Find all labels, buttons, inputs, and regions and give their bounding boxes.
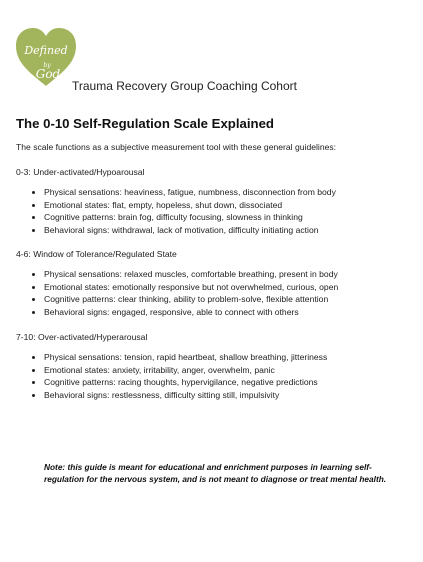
- section-heading-window-of-tolerance: 4-6: Window of Tolerance/Regulated State: [16, 249, 177, 259]
- section-list-hyperarousal: [0, 351, 423, 401]
- bullet-icon: [32, 286, 35, 289]
- list-item: [0, 211, 423, 224]
- list-item: [0, 186, 423, 199]
- bullet-icon: [32, 298, 35, 301]
- list-item-text: Physical sensations: tension, rapid heartbeat, shallow breathing, jitteriness: [44, 352, 328, 362]
- section-list-window-of-tolerance: [0, 268, 423, 318]
- list-item-text: Emotional states: flat, empty, hopeless, shut down, dissociated: [44, 199, 283, 210]
- section-heading-hypoarousal: 0-3: Under-activated/Hypoarousal: [16, 167, 145, 177]
- intro-text: The scale functions as a subjective measurement tool with these general guidelines:: [16, 142, 337, 152]
- bullet-icon: [32, 394, 35, 397]
- svg-text:God: God: [35, 67, 61, 81]
- document-title: The 0-10 Self-Regulation Scale Explained: [16, 116, 274, 131]
- defined-by-god-logo: [12, 24, 80, 88]
- list-item-text: Physical sensations: relaxed muscles, comfortable breathing, present in body: [44, 269, 338, 279]
- list-item: [0, 351, 423, 364]
- bullet-icon: [32, 356, 35, 359]
- list-item: [0, 268, 423, 281]
- list-item: [0, 306, 423, 319]
- bullet-icon: [32, 311, 35, 314]
- list-item: [0, 224, 423, 237]
- list-item-text: Cognitive patterns: racing thoughts, hypervigilance, negative predictions: [44, 377, 318, 388]
- list-item: [0, 199, 423, 212]
- list-item-text: Behavioral signs: engaged, responsive, able to connect with others: [44, 306, 299, 317]
- bullet-icon: [32, 229, 35, 232]
- bullet-icon: [32, 191, 35, 194]
- list-item-text: Cognitive patterns: clear thinking, ability to problem-solve, flexible attention: [44, 294, 329, 305]
- list-item-text: Behavioral signs: withdrawal, lack of motivation, difficulty initiating action: [44, 224, 319, 235]
- org-title: Trauma Recovery Group Coaching Cohort: [72, 79, 297, 93]
- list-item: [0, 389, 423, 402]
- bullet-icon: [32, 381, 35, 384]
- list-item: [0, 293, 423, 306]
- bullet-icon: [32, 216, 35, 219]
- list-item: [0, 376, 423, 389]
- bullet-icon: [32, 369, 35, 372]
- list-item: [0, 281, 423, 294]
- disclaimer-note: Note: this guide is meant for educational and enrichment purposes in learning self-regulation for the nervous system, and is not meant to diagnose or treat mental health.: [44, 462, 387, 485]
- section-list-hypoarousal: [0, 186, 423, 236]
- svg-text:by: by: [43, 62, 51, 69]
- list-item-text: Physical sensations: heaviness, fatigue, numbness, disconnection from body: [44, 187, 336, 197]
- list-item-text: Emotional states: emotionally responsive but not overwhelmed, curious, open: [44, 281, 339, 292]
- section-heading-hyperarousal: 7-10: Over-activated/Hyperarousal: [16, 332, 148, 342]
- list-item-text: Emotional states: anxiety, irritability, anger, overwhelm, panic: [44, 364, 275, 375]
- bullet-icon: [32, 273, 35, 276]
- list-item-text: Cognitive patterns: brain fog, difficulty focusing, slowness in thinking: [44, 212, 303, 223]
- list-item: [0, 364, 423, 377]
- svg-text:Defined: Defined: [24, 44, 68, 57]
- bullet-icon: [32, 204, 35, 207]
- list-item-text: Behavioral signs: restlessness, difficulty sitting still, impulsivity: [44, 389, 280, 400]
